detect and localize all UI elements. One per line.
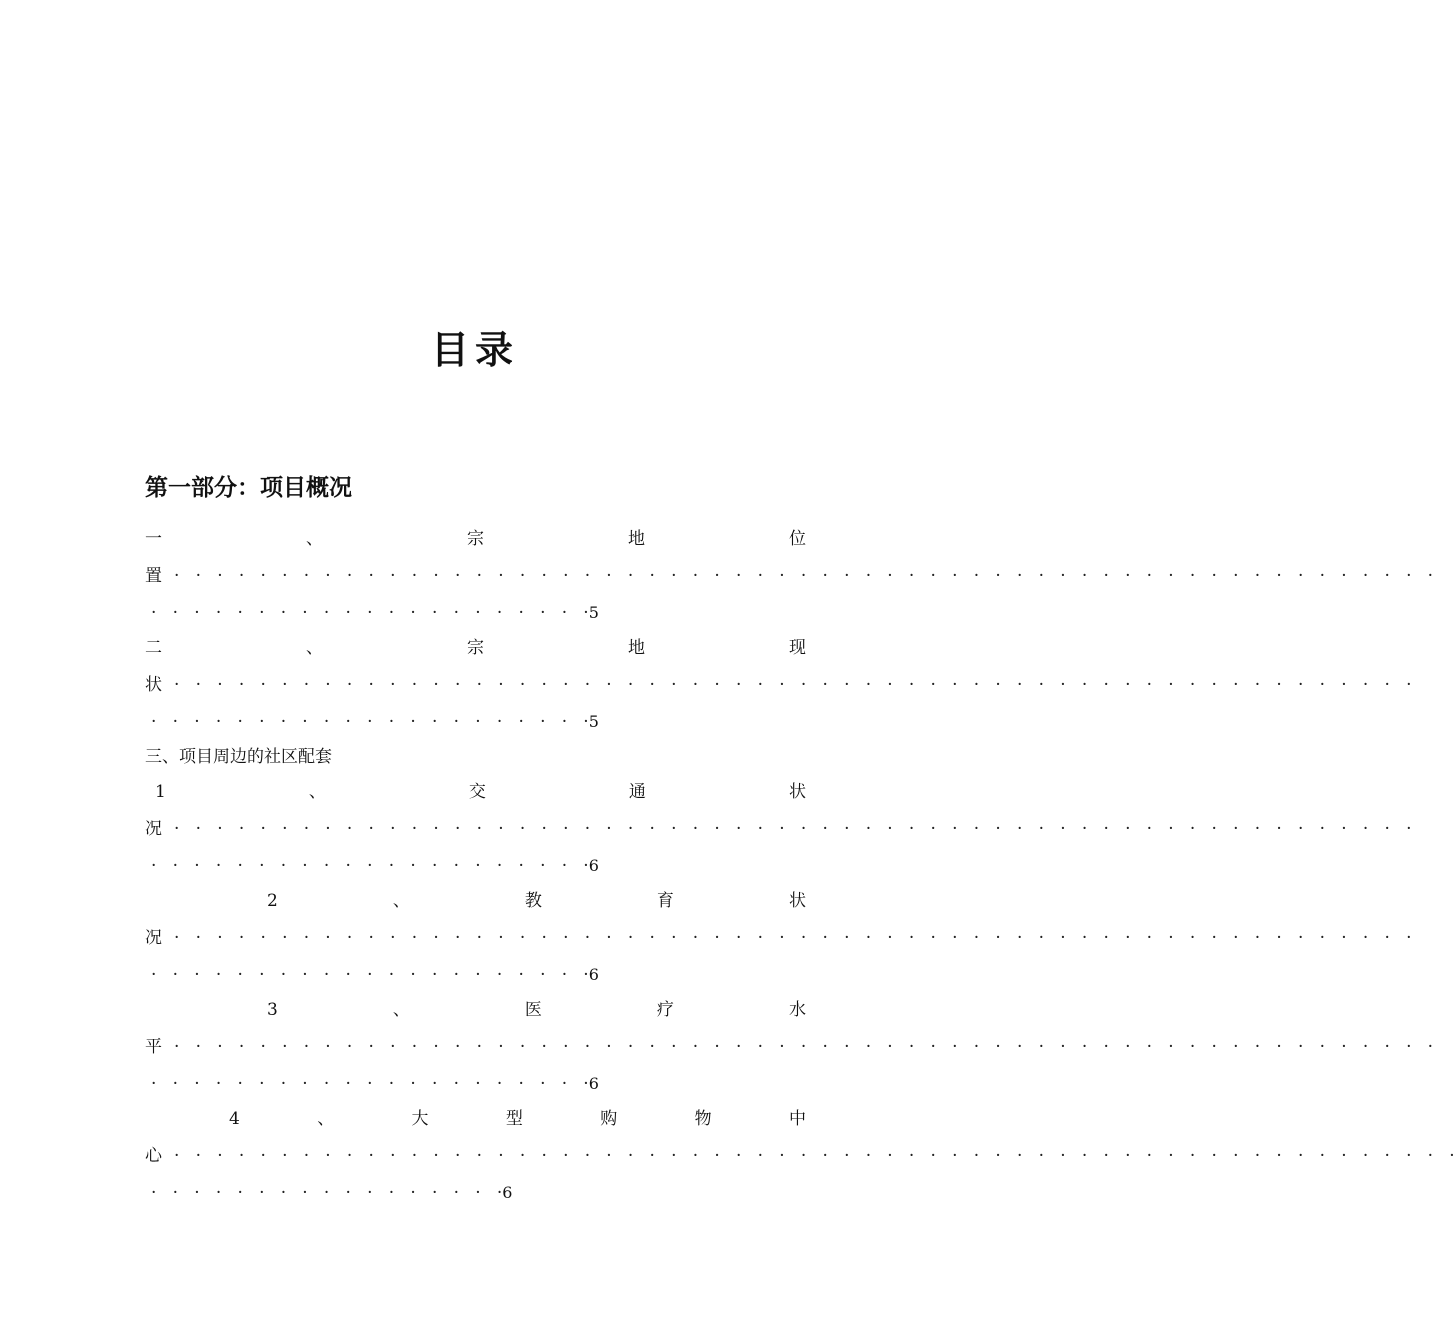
toc-char: 二 [145,638,162,658]
toc-char: 医 [524,1000,542,1020]
toc-char: 一 [145,529,162,549]
dot-leader: · · · · · · · · · · · · · · · · · · · · · · · · · · · · · · · · · · · · · · · · · · · · · · · · · · · · · · · · · · · [174,566,1434,586]
toc-char: 物 [694,1109,712,1129]
page-number[interactable]: 6 [502,1183,513,1202]
toc-tail: 况 [145,928,162,948]
toc-char: 、 [306,638,323,658]
dot-leader: · · · · · · · · · · · · · · · · · · · · · · · · · · · · · · · · · · · · · · · · · · · · · · · · · · · · · · · · · · · [174,1037,1434,1057]
page-number[interactable]: 6 [588,965,599,984]
toc-char: 3 [267,1000,278,1020]
dot-leader: · · · · · · · · · · · · · · · · · · · · · · · · · · · · · · · · · · · · · · · · · · · · · · · · · · · · · · · · · · [174,819,1412,839]
toc-char: 疗 [656,1000,674,1020]
toc-entry-leader [145,1143,1455,1169]
toc-char: 大 [411,1109,429,1129]
toc-char: 教 [524,891,542,911]
toc-entry-page-line [145,1071,806,1097]
toc-entry-page-line [145,962,806,988]
toc-char: 2 [267,891,278,911]
toc-char: 地 [628,529,645,549]
toc-entry-page-line [145,853,806,879]
toc-char: 中 [788,1109,806,1129]
toc-char: 、 [306,529,323,549]
toc-char: 1 [155,782,166,802]
page-number[interactable]: 6 [588,856,599,875]
toc-char: 水 [788,1000,806,1020]
toc-char: 宗 [467,638,484,658]
toc-tail: 状 [145,675,162,695]
toc-char: 地 [628,638,645,658]
dot-leader: · · · · · · · · · · · · · · · · · · · · · · · · · · · · · · · · · · · · · · · · · · · · · · · · · · · · · · · · · · [174,675,1412,695]
toc-char: 现 [789,638,806,658]
toc-char: 购 [600,1109,618,1129]
toc-char: 、 [392,891,410,911]
toc-tail: 置 [145,566,162,586]
dot-leader: · · · · · · · · · · · · · · · · · [151,1183,503,1203]
toc-char: 位 [789,529,806,549]
toc-char: 、 [317,1109,335,1129]
toc-char: 、 [308,782,326,802]
toc-char: 状 [788,782,806,802]
toc-entry-spread[interactable] [145,635,806,661]
page-number[interactable]: 6 [588,1074,599,1093]
toc-char: 状 [788,891,806,911]
toc-section-three[interactable]: 三、项目周边的社区配套 [145,747,332,767]
toc-entry-page-line [145,1180,806,1206]
toc-char: 宗 [467,529,484,549]
page-number[interactable]: 5 [588,603,599,622]
dot-leader: · · · · · · · · · · · · · · · · · · · · · · · · · · · · · · · · · · · · · · · · · · · · · · · · · · · · · · · · · · [174,928,1412,948]
toc-entry-leader [145,1034,1434,1060]
toc-char: 交 [468,782,486,802]
toc-entry-page-line [145,709,806,735]
toc-tail: 况 [145,819,162,839]
dot-leader: · · · · · · · · · · · · · · · · · · · · · [151,1074,589,1094]
toc-entry-page-line [145,600,806,626]
dot-leader: · · · · · · · · · · · · · · · · · · · · · [151,603,589,623]
toc-entry-spread[interactable] [145,526,806,552]
toc-char: 4 [229,1109,240,1129]
toc-entry-spread[interactable] [145,888,806,914]
toc-entry-spread[interactable] [145,779,806,805]
toc-entry-spread[interactable] [145,997,806,1023]
toc-tail: 心 [145,1146,162,1166]
toc-entry-leader [145,925,1412,951]
toc-char: 通 [628,782,646,802]
toc-entry-leader [145,672,1412,698]
toc-entry-leader [145,563,1434,589]
dot-leader: · · · · · · · · · · · · · · · · · · · · · [151,712,589,732]
toc-tail: 平 [145,1037,162,1057]
dot-leader: · · · · · · · · · · · · · · · · · · · · · [151,856,589,876]
toc-char: 育 [656,891,674,911]
toc-entry-leader [145,816,1412,842]
toc-title: 目录 [430,327,519,372]
dot-leader: · · · · · · · · · · · · · · · · · · · · · · · · · · · · · · · · · · · · · · · · · · · · · · · · · · · · · · · · · · · · [174,1146,1455,1166]
dot-leader: · · · · · · · · · · · · · · · · · · · · · [151,965,589,985]
toc-char: 型 [505,1109,523,1129]
part-heading: 第一部分：项目概况 [145,474,352,501]
toc-char: 、 [392,1000,410,1020]
page-number[interactable]: 5 [588,712,599,731]
toc-entry-spread[interactable] [145,1106,806,1132]
